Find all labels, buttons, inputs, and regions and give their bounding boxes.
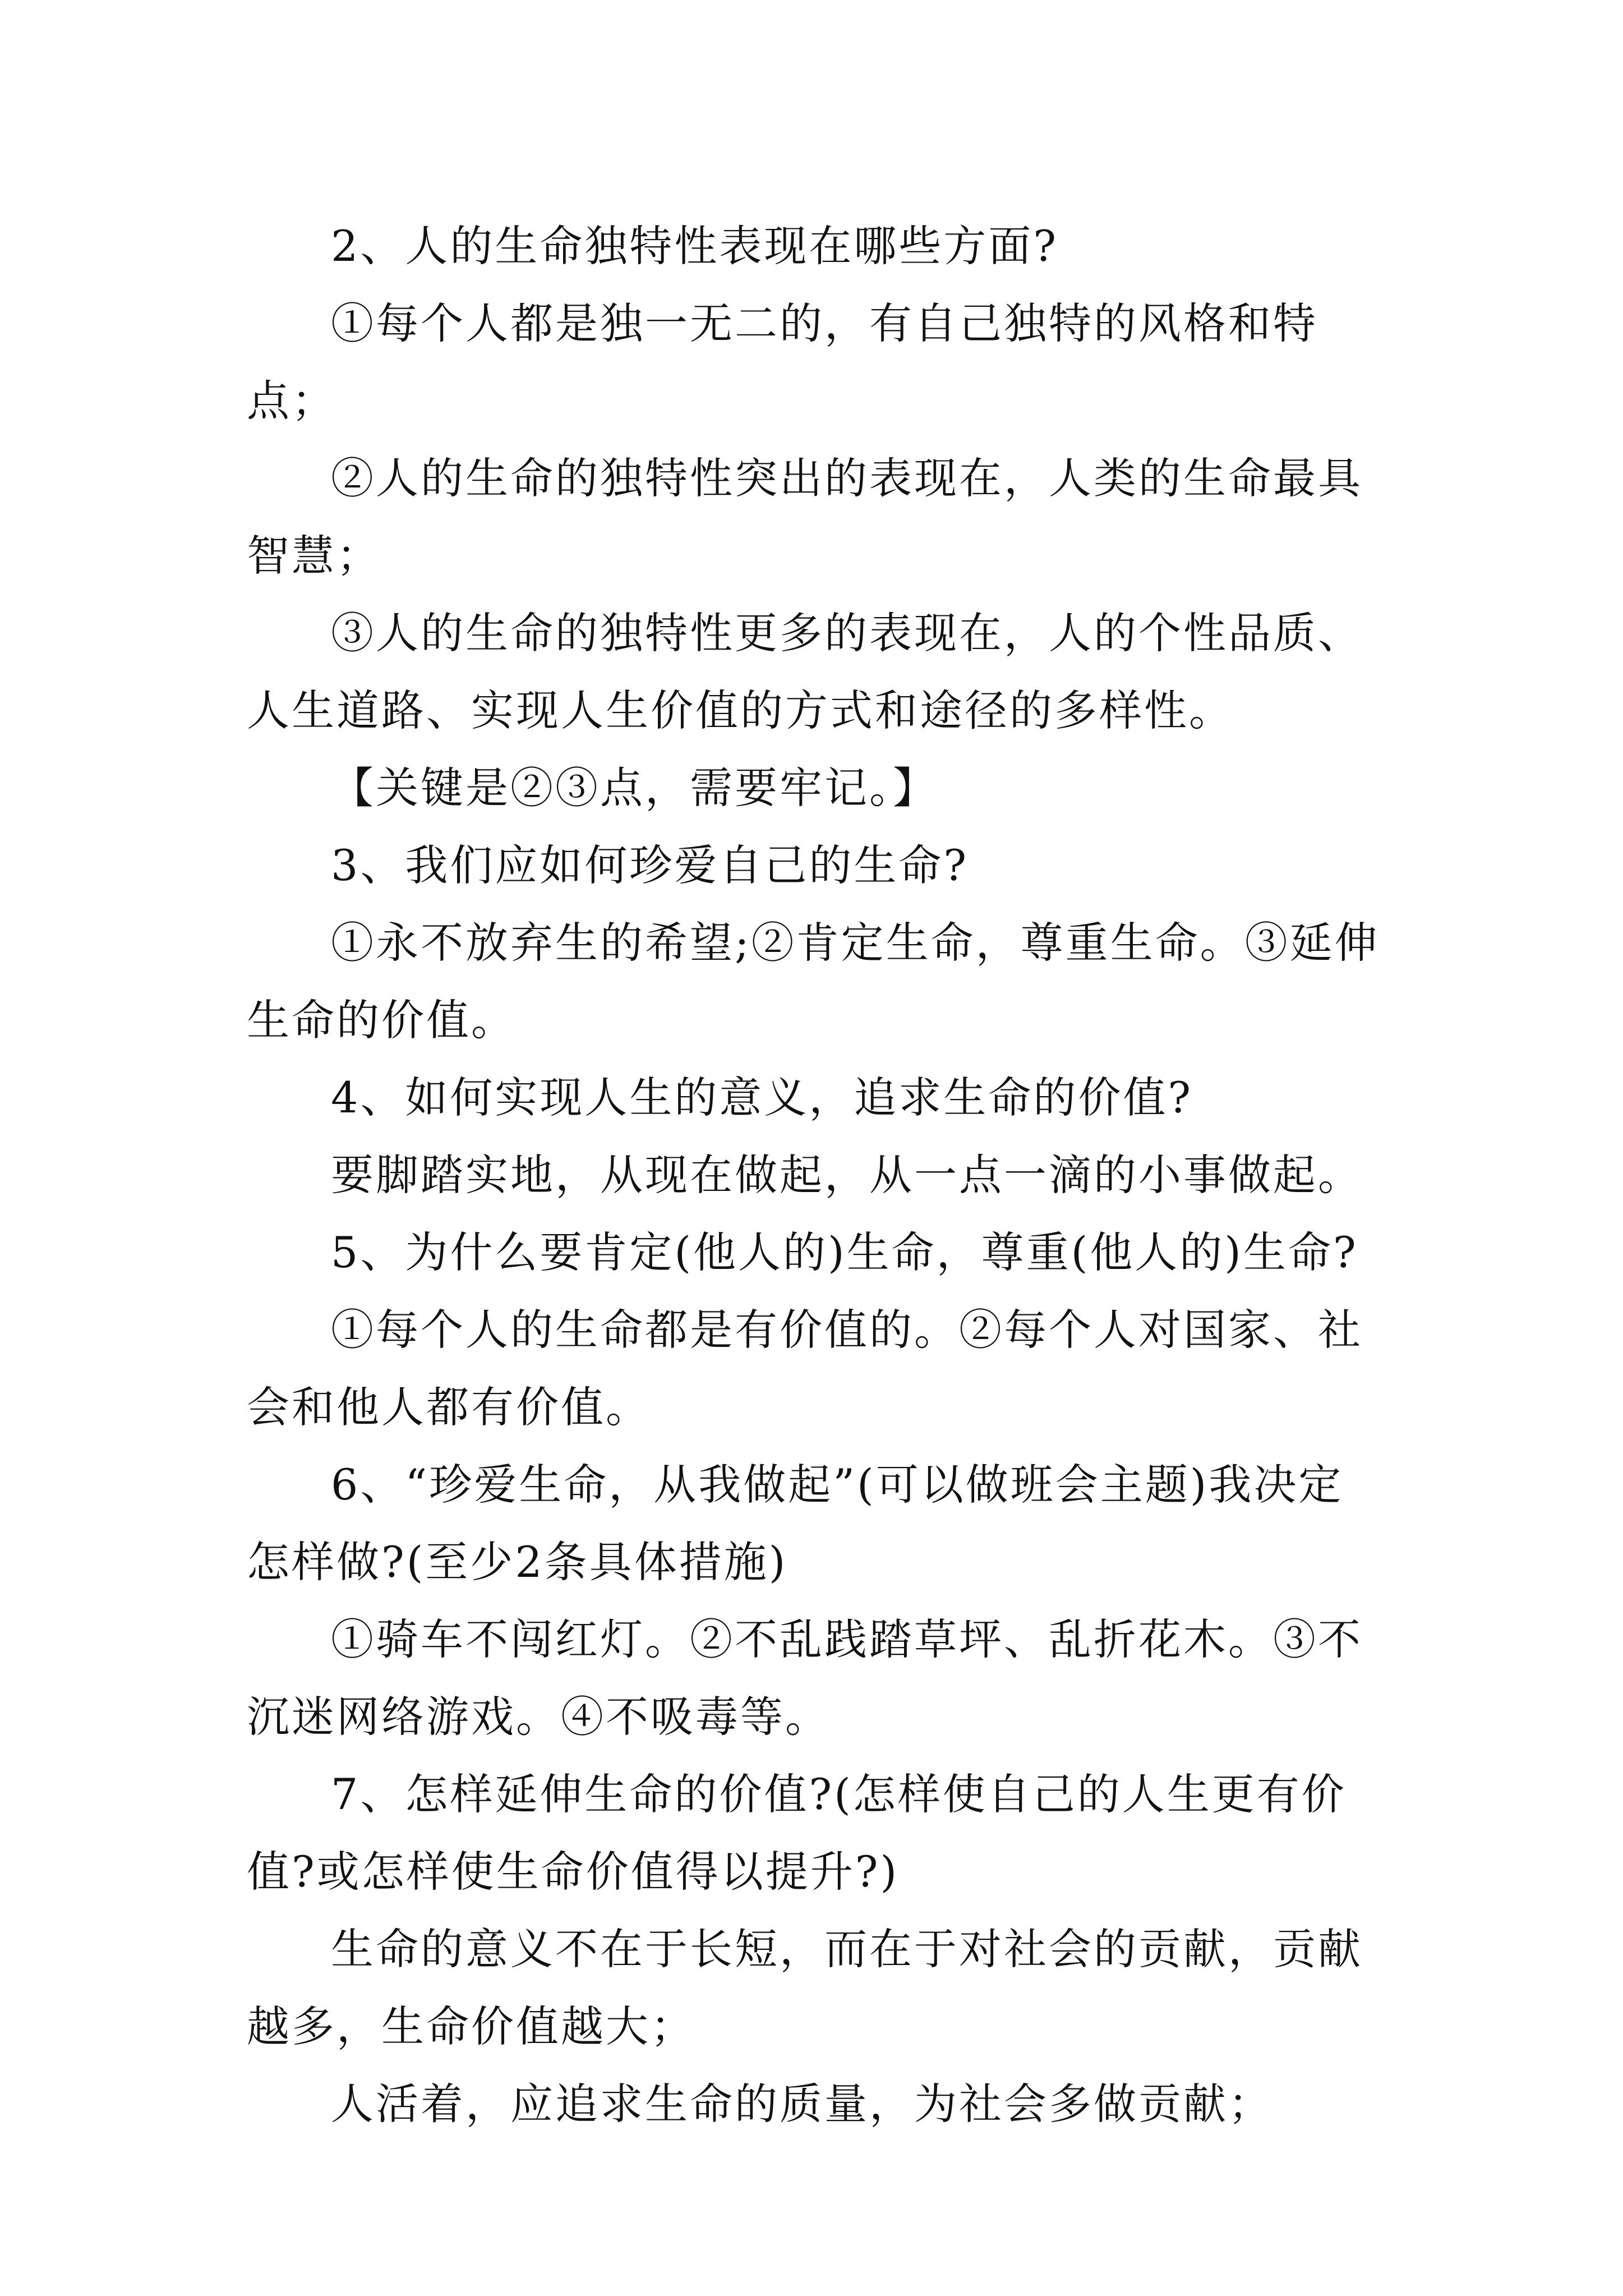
question-2-heading: 2、人的生命独特性表现在哪些方面?: [331, 221, 1059, 271]
answer-2-point-2: ②人的生命的独特性突出的表现在，人类的生命最具智慧；: [247, 453, 1363, 581]
answer-5: ①每个人的生命都是有价值的。②每个人对国家、社会和他人都有价值。: [247, 1305, 1363, 1432]
answer-3: ①永不放弃生的希望;②肯定生命，尊重生命。③延伸生命的价值。: [247, 918, 1380, 1045]
answer-7-point-1: 生命的意义不在于长短，而在于对社会的贡献，贡献越多，生命价值越大；: [247, 1924, 1363, 2051]
question-4-heading: 4、如何实现人生的意义，追求生命的价值?: [331, 1073, 1193, 1122]
key-point-note: 【关键是②③点，需要牢记。】: [331, 763, 938, 813]
question-3-heading: 3、我们应如何珍爱自己的生命?: [331, 840, 969, 890]
answer-6: ①骑车不闯红灯。②不乱践踏草坪、乱折花木。③不沉迷网络游戏。④不吸毒等。: [247, 1614, 1363, 1742]
question-7-heading: 7、怎样延伸生命的价值?(怎样使自己的人生更有价值?或怎样使生命价值得以提升?): [247, 1769, 1347, 1897]
answer-7-point-2: 人活着，应追求生命的质量，为社会多做贡献；: [331, 2079, 1273, 2129]
answer-2-point-3: ③人的生命的独特性更多的表现在，人的个性品质、人生道路、实现人生价值的方式和途径的多样性。: [247, 608, 1363, 735]
question-5-heading: 5、为什么要肯定(他人的)生命，尊重(他人的)生命?: [331, 1227, 1358, 1277]
question-6-heading: 6、“珍爱生命，从我做起”(可以做班会主题)我决定怎样做?(至少2条具体措施): [247, 1460, 1344, 1587]
answer-4: 要脚踏实地，从现在做起，从一点一滴的小事做起。: [331, 1150, 1363, 1200]
document-body: [247, 208, 1380, 2143]
answer-2-point-1: ①每个人都是独一无二的，有自己独特的风格和特点；: [247, 298, 1318, 426]
